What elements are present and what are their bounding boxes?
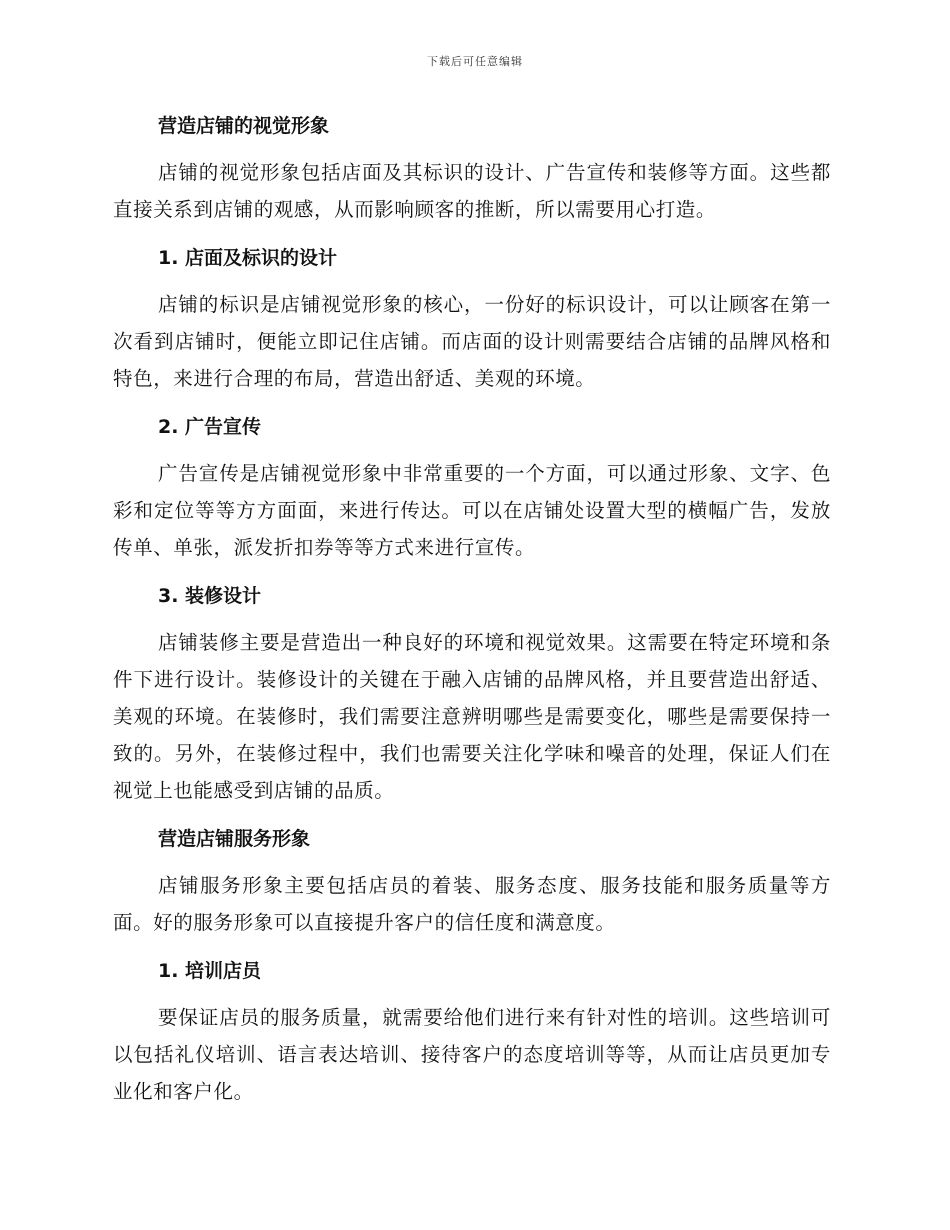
paragraph: 店铺的视觉形象包括店面及其标识的设计、广告宣传和装修等方面。这些都直接关系到店铺的观感，从而影响顾客的推断，所以需要用心打造。 [113, 161, 831, 221]
paragraph: 店铺服务形象主要包括店员的着装、服务态度、服务技能和服务质量等方面。好的服务形象可以直接提升客户的信任度和满意度。 [113, 874, 831, 934]
paragraph: 广告宣传是店铺视觉形象中非常重要的一个方面，可以通过形象、文字、色彩和定位等等方方面面，来进行传达。可以在店铺处设置大型的横幅广告，发放传单、单张，派发折扣券等等方式来进行宣传。 [113, 462, 831, 559]
subsection-heading: 1. 培训店员 [158, 960, 262, 982]
subsection-heading: 1. 店面及标识的设计 [158, 247, 338, 269]
section-heading: 营造店铺服务形象 [158, 828, 311, 850]
section-heading: 营造店铺的视觉形象 [158, 115, 330, 137]
paragraph: 要保证店员的服务质量，就需要给他们进行来有针对性的培训。这些培训可以包括礼仪培训、语言表达培训、接待客户的态度培训等等，从而让店员更加专业化和客户化。 [113, 1006, 831, 1103]
subsection-heading: 3. 装修设计 [158, 585, 262, 607]
paragraph: 店铺装修主要是营造出一种良好的环境和视觉效果。这需要在特定环境和条件下进行设计。装修设计的关键在于融入店铺的品牌风格，并且要营造出舒适、美观的环境。在装修时，我们需要注意辨明哪些是需要变化，哪些是需要保持一致的。另外，在装修过程中，我们也需要关注化学味和噪音的处理，保证人们在视觉上也能感受到店铺的品质。 [113, 631, 831, 802]
paragraph: 店铺的标识是店铺视觉形象的核心，一份好的标识设计，可以让顾客在第一次看到店铺时，便能立即记住店铺。而店面的设计则需要结合店铺的品牌风格和特色，来进行合理的布局，营造出舒适、美观的环境。 [113, 293, 831, 390]
page-header: 下载后可任意编辑 [427, 55, 523, 68]
subsection-heading: 2. 广告宣传 [158, 416, 262, 438]
document-body [113, 110, 831, 1124]
